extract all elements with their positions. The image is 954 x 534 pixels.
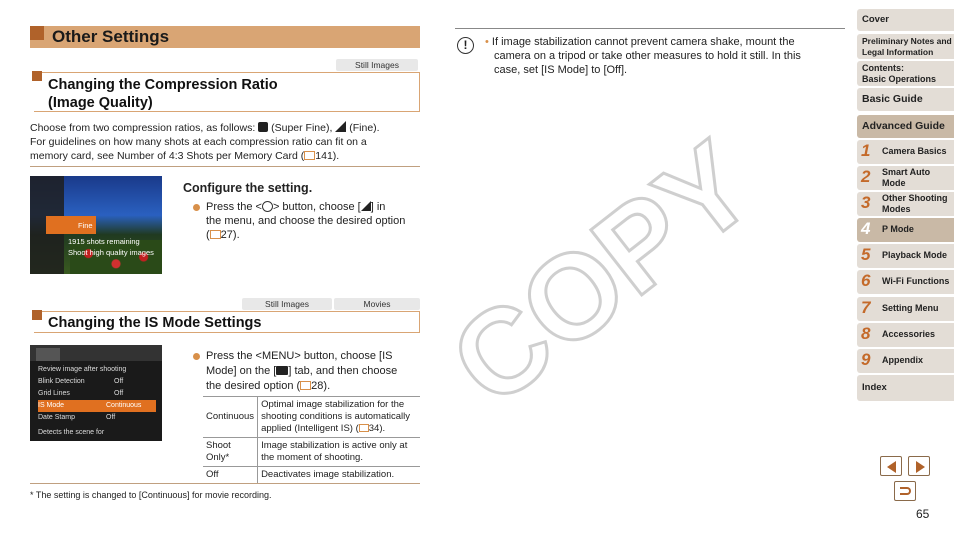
- nav-chapter-5[interactable]: [857, 244, 954, 268]
- table-row: [203, 397, 420, 438]
- caution-line: case, set [IS Mode] to [Off].: [494, 64, 628, 76]
- back-button[interactable]: [894, 481, 916, 501]
- nav-chapter-6[interactable]: [857, 270, 954, 294]
- nav-chapter-8[interactable]: [857, 323, 954, 347]
- chapter-label: Setting Menu: [882, 303, 939, 313]
- still-images-tag: Still Images: [242, 298, 332, 310]
- nav-cover[interactable]: Cover: [857, 9, 954, 31]
- option-desc: Deactivates image stabilization.: [258, 467, 420, 484]
- compression-intro: [30, 121, 422, 163]
- chapter-label: Camera Basics: [882, 146, 947, 156]
- heading-line-2: (Image Quality): [48, 95, 153, 111]
- table-row: [203, 438, 420, 467]
- section-header: [30, 26, 420, 48]
- menu-row: [38, 364, 156, 376]
- chapter-label: Appendix: [882, 355, 924, 365]
- chapter-number: 5: [861, 245, 871, 264]
- movies-tag: Movies: [334, 298, 420, 310]
- chapter-label: Playback Mode: [882, 250, 948, 260]
- book-icon: [300, 381, 311, 390]
- step-text: Press the <MENU> button, choose [IS: [206, 350, 393, 362]
- nav-chapter-7[interactable]: [857, 297, 954, 321]
- chapter-label: Smart Auto Mode: [882, 167, 931, 188]
- nav-label: Legal Information: [862, 47, 934, 57]
- chapter-number: 3: [861, 193, 871, 212]
- intro-line-2: For guidelines on how many shots at each compression ratio can fit on a: [30, 136, 367, 148]
- nav-preliminary[interactable]: [857, 34, 954, 59]
- nav-chapter-9[interactable]: [857, 349, 954, 373]
- page-ref[interactable]: 141).: [315, 150, 340, 162]
- row-value: Off: [106, 414, 116, 421]
- desc-line: applied (Intelligent IS) (: [261, 423, 359, 434]
- bullet-icon: [193, 353, 200, 360]
- chapter-label: Accessories: [882, 329, 936, 339]
- option-name: Off: [203, 467, 258, 484]
- divider: [30, 483, 420, 484]
- step-text: Mode] on the [: [206, 365, 277, 377]
- chapter-number: 7: [861, 298, 871, 317]
- step-text: ] tab, and then choose: [288, 365, 398, 377]
- menu-row: [38, 388, 156, 400]
- chapter-number: 2: [861, 167, 871, 186]
- desc-line: shooting conditions is automatically: [261, 411, 410, 422]
- camera-tab-icon: [36, 348, 60, 361]
- caution-text: [485, 35, 845, 77]
- arrow-right-icon: [916, 461, 925, 473]
- intro-superfine: (Super Fine),: [271, 122, 333, 134]
- watermark-text: COPY: [427, 116, 778, 432]
- row-label: Grid Lines: [38, 390, 70, 397]
- desc-line: the moment of shooting.: [261, 452, 363, 463]
- step-text-2: the menu, and choose the desired option: [206, 215, 406, 227]
- fine-icon: [361, 201, 371, 211]
- page-ref[interactable]: 34).: [368, 423, 386, 434]
- row-label: Blink Detection: [38, 378, 85, 385]
- is-mode-heading-box: [34, 311, 420, 333]
- nav-basic-guide[interactable]: Basic Guide: [857, 88, 954, 111]
- step-text: Press the <: [206, 201, 262, 213]
- next-page-button[interactable]: [908, 456, 930, 476]
- super-fine-icon: [258, 122, 268, 132]
- fine-icon: [335, 121, 346, 132]
- divider: [30, 166, 420, 167]
- table-row: [203, 467, 420, 484]
- caution-rule: [455, 28, 845, 29]
- nav-chapter-2[interactable]: [857, 166, 954, 190]
- camera-icon: [276, 366, 288, 375]
- nav-advanced-guide[interactable]: Advanced Guide: [857, 115, 954, 138]
- chapter-label: P Mode: [882, 224, 914, 234]
- is-mode-heading: Changing the IS Mode Settings: [48, 315, 262, 331]
- nav-index[interactable]: Index: [857, 375, 954, 401]
- compression-heading-box: [34, 72, 420, 112]
- caution-icon: !: [457, 37, 474, 54]
- step-text-c: ] in: [370, 201, 386, 213]
- chapter-label: Wi-Fi Functions: [882, 276, 950, 286]
- menu-row-selected: [38, 400, 156, 412]
- arrow-left-icon: [887, 461, 896, 473]
- heading-line-1: Changing the Compression Ratio: [48, 77, 278, 93]
- nav-chapter-4[interactable]: [857, 218, 954, 242]
- heading-marker: [32, 71, 42, 81]
- row-label: IS Mode: [38, 402, 65, 409]
- book-icon: [359, 424, 369, 432]
- step-instructions: [193, 200, 423, 242]
- nav-label: Contents:: [862, 63, 904, 73]
- chapter-label: Other Shooting Modes: [882, 193, 948, 214]
- compression-heading: [48, 76, 278, 112]
- intro-fine: (Fine).: [349, 122, 380, 134]
- is-mode-options-table: [203, 396, 420, 484]
- book-icon: [210, 230, 221, 239]
- option-name: Shoot Only*: [203, 438, 258, 467]
- bullet-icon: •: [485, 36, 489, 48]
- step-text-b: > button, choose [: [272, 201, 361, 213]
- quality-label: Fine: [78, 221, 93, 230]
- page-number: 65: [916, 507, 930, 521]
- still-images-tag: Still Images: [336, 59, 418, 71]
- row-value: Continuous: [106, 402, 142, 409]
- row-label: Date Stamp: [38, 414, 75, 421]
- page-title: Other Settings: [52, 27, 170, 46]
- prev-page-button[interactable]: [880, 456, 902, 476]
- step-title: Configure the setting.: [183, 181, 313, 195]
- image-quality-screen: [30, 176, 162, 274]
- chapter-number: 8: [861, 324, 871, 343]
- menu-row: [38, 412, 156, 424]
- caution-line: camera on a tripod or take other measures to hold it still. In this: [494, 50, 801, 62]
- footnote: * The setting is changed to [Continuous] for movie recording.: [30, 490, 272, 500]
- shots-remaining: 1915 shots remaining: [68, 237, 140, 246]
- quality-description: Shoot high quality images: [68, 248, 154, 257]
- heading-marker: [32, 310, 42, 320]
- nav-chapter-3[interactable]: [857, 192, 954, 216]
- func-set-icon: [262, 201, 273, 212]
- desc-line: Optimal image stabilization for the: [261, 399, 405, 410]
- row-value: Off: [114, 390, 124, 397]
- chapter-number: 1: [861, 141, 871, 160]
- caution-line: If image stabilization cannot prevent camera shake, mount the: [491, 36, 795, 48]
- chapter-number: 4: [861, 219, 871, 238]
- nav-contents[interactable]: [857, 61, 954, 86]
- is-mode-screen: [30, 345, 162, 441]
- intro-line-3: memory card, see Number of 4:3 Shots per Memory Card (: [30, 150, 305, 162]
- row-value: Off: [114, 378, 124, 385]
- page-ref[interactable]: 28).: [311, 380, 331, 392]
- chapter-number: 9: [861, 350, 871, 369]
- chapter-number: 6: [861, 271, 871, 290]
- nav-chapter-1[interactable]: [857, 140, 954, 164]
- paren: (: [206, 229, 210, 241]
- step-text: the desired option (: [206, 380, 301, 392]
- row-label: Detects the scene for: [38, 429, 105, 436]
- bullet-icon: [193, 204, 200, 211]
- intro-text: Choose from two compression ratios, as follows:: [30, 122, 256, 134]
- book-icon: [304, 151, 315, 160]
- menu-row: [38, 427, 156, 439]
- option-desc: [258, 438, 420, 467]
- page-ref[interactable]: 27).: [220, 229, 240, 241]
- nav-label: Basic Operations: [862, 74, 937, 84]
- header-marker: [30, 26, 44, 40]
- option-desc: [258, 397, 420, 438]
- option-name: Continuous: [203, 397, 258, 438]
- row-label: Review image after shooting: [38, 366, 127, 373]
- return-icon: [900, 487, 911, 495]
- desc-line: Image stabilization is active only at: [261, 440, 408, 451]
- is-mode-instructions: [193, 349, 423, 394]
- menu-row: [38, 376, 156, 388]
- nav-label: Preliminary Notes and: [862, 36, 952, 46]
